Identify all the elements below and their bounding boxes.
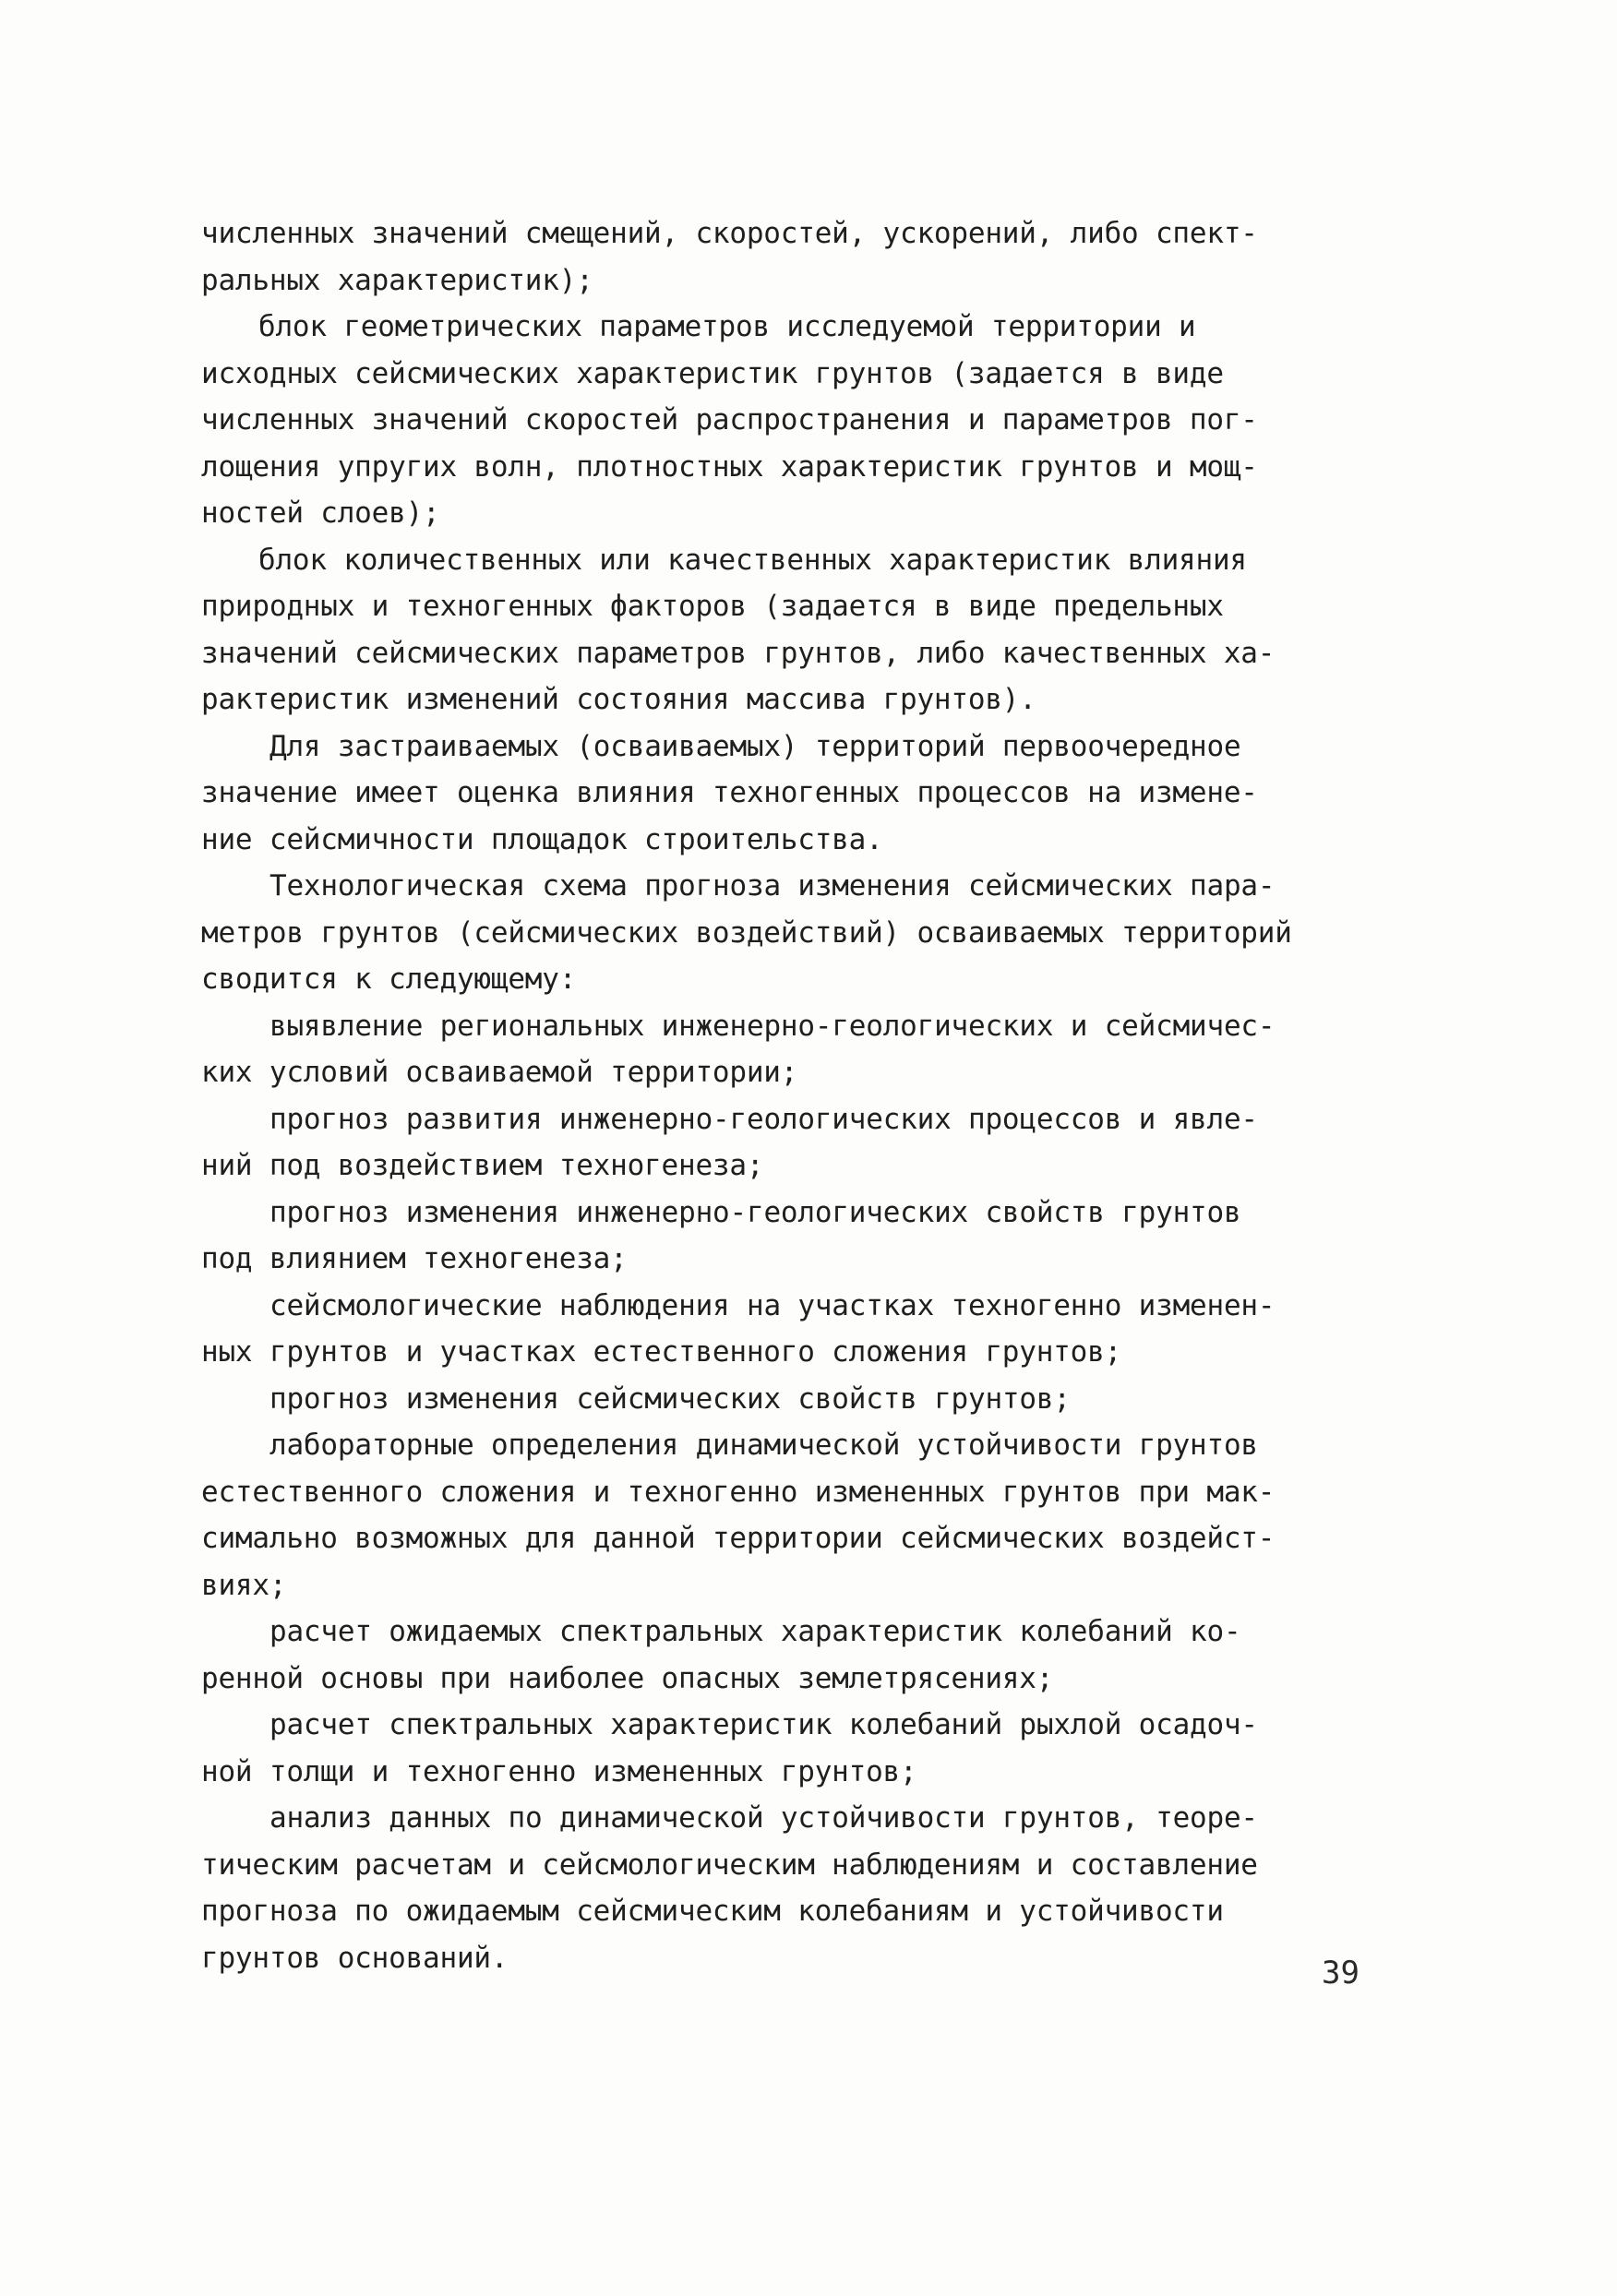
page-number: 39 [1322, 1955, 1359, 1991]
text-line: ральных характеристик); [201, 263, 593, 297]
text-line: природных и техногенных факторов (задается в виде предельных [201, 590, 1224, 623]
text-line: ний под воздействием техногенеза; [201, 1149, 764, 1182]
text-line: ренной основы при наиболее опасных землетрясениях; [201, 1661, 1054, 1695]
text-line: анализ данных по динамической устойчивости грунтов, теоре- [270, 1801, 1258, 1835]
text-line: метров грунтов (сейсмических воздействий) осваиваемых территорий [201, 915, 1292, 950]
text-line: ние сейсмичности площадок строительства. [201, 822, 883, 856]
text-line: ных грунтов и участках естественного сложения грунтов; [201, 1335, 1122, 1369]
text-line: прогноза по ожидаемым сейсмическим колебаниям и устойчивости [201, 1895, 1224, 1928]
text-line: под влиянием техногенеза; [201, 1242, 628, 1275]
text-line: численных значений скоростей распространения и параметров пог- [201, 403, 1258, 436]
text-line: ких условий осваиваемой территории; [201, 1056, 798, 1089]
text-line: расчет ожидаемых спектральных характеристик колебаний ко- [270, 1615, 1241, 1648]
text-line: симально возможных для данной территории сейсмических воздейст- [201, 1522, 1276, 1555]
document-body [201, 210, 1438, 1981]
text-line: расчет спектральных характеристик колебаний рыхлой осадоч- [270, 1708, 1258, 1741]
text-line: выявление региональных инженерно-геологических и сейсмичес- [270, 1009, 1276, 1043]
text-line: лабораторные определения динамической устойчивости грунтов [270, 1429, 1258, 1462]
text-line: прогноз изменения сейсмических свойств грунтов; [270, 1381, 1071, 1416]
text-line: тическим расчетам и сейсмологическим наблюдениям и составление [201, 1848, 1258, 1882]
text-line: ной толщи и техногенно измененных грунтов; [201, 1754, 917, 1788]
text-line: лощения упругих волн, плотностных характеристик грунтов и мощ- [201, 449, 1258, 484]
text-line: значение имеет оценка влияния техногенных процессов на измене- [201, 776, 1258, 809]
text-line: естественного сложения и техногенно измененных грунтов при мак- [201, 1475, 1276, 1509]
text-line: сейсмологические наблюдения на участках техногенно изменен- [270, 1288, 1276, 1322]
text-line: ностей слоев); [201, 496, 440, 530]
text-line: значений сейсмических параметров грунтов, либо качественных ха- [201, 636, 1276, 670]
text-line: Технологическая схема прогноза изменения сейсмических пара- [270, 869, 1276, 903]
text-line: грунтов оснований. [201, 1941, 509, 1975]
text-line: блок количественных или качественных характеристик влияния [258, 543, 1247, 577]
text-line: Для застраиваемых (осваиваемых) территорий первоочередное [270, 729, 1241, 763]
text-line: сводится к следующему: [201, 963, 577, 996]
text-line: блок геометрических параметров исследуемой территории и [258, 310, 1196, 343]
text-line: прогноз развития инженерно-геологических процессов и явле- [270, 1102, 1258, 1136]
text-line: прогноз изменения инженерно-геологических свойств грунтов [270, 1195, 1241, 1229]
text-line: численных значений смещений, скоростей, ускорений, либо спект- [201, 217, 1258, 250]
text-line: исходных сейсмических характеристик грунтов (задается в виде [201, 356, 1224, 390]
text-line: виях; [201, 1568, 287, 1602]
text-line: рактеристик изменений состояния массива грунтов). [201, 683, 1036, 716]
